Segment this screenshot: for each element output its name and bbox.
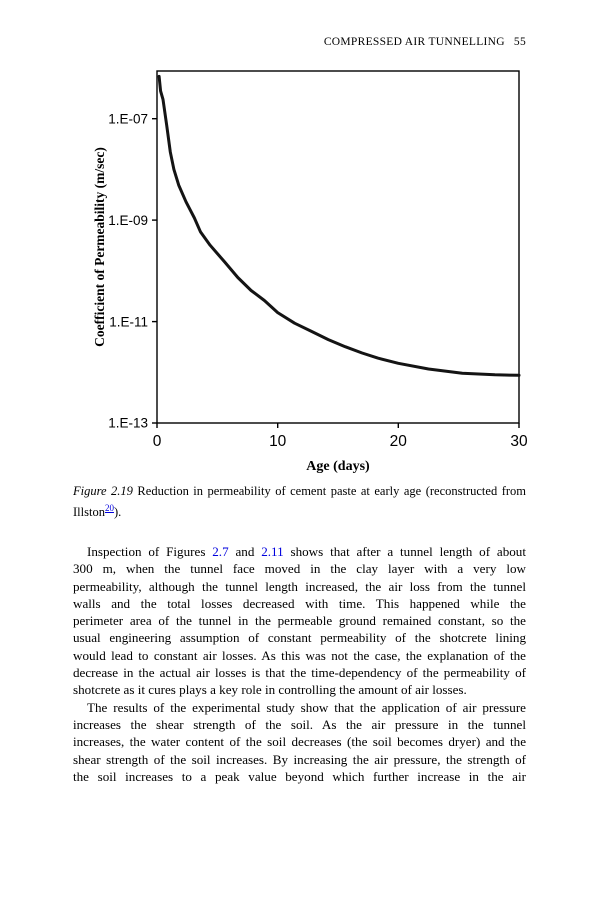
y-axis-title: Coefficient of Permeability (m/sec) <box>92 147 107 347</box>
y-tick-label: 1.E-11 <box>109 314 148 330</box>
permeability-curve <box>159 76 519 375</box>
figure-caption <box>73 483 526 520</box>
page-number: 55 <box>513 36 526 48</box>
caption-line-1 <box>73 483 526 500</box>
paragraph-1-lines <box>73 560 526 698</box>
x-tick-label: 20 <box>389 433 407 450</box>
y-tick-label: 1.E-07 <box>108 111 148 127</box>
text-line: permeability, although the tunnel length increased, the air loss from the tunnel <box>73 578 526 594</box>
paragraph-text: and <box>228 544 262 559</box>
text-line: shotcrete as it cures plays a key role in controlling the amount of air losses. <box>73 682 467 698</box>
text-line <box>73 543 526 560</box>
text-line: shear strength of the soil increases. By increasing the air pressure, the strength of <box>73 751 526 767</box>
y-tick-label: 1.E-09 <box>108 212 148 228</box>
reference-link-20[interactable]: 20 <box>104 502 114 513</box>
x-axis-title: Age (days) <box>306 459 370 474</box>
figure-label: Figure 2.19 <box>73 484 133 498</box>
caption-line-2 <box>73 500 526 521</box>
caption-text: Illston <box>73 504 105 519</box>
text-line: would lead to constant air losses. As this was not the case, the explanation of the <box>73 647 526 663</box>
figure-link-2-7[interactable]: 2.7 <box>212 544 229 559</box>
running-header <box>324 36 526 48</box>
text-line: increases the shear strength of the soil. As the air pressure in the tunnel <box>73 716 526 732</box>
paragraph-text: Inspection of Figures <box>87 544 213 559</box>
text-line: perimeter area of the tunnel in the permeable ground remained constant, so the <box>73 613 526 629</box>
text-line: 300 m, when the tunnel face moved in the clay layer with a very low <box>73 561 526 577</box>
text-line: usual engineering assumption of constant permeability of the shotcrete lining <box>73 630 526 646</box>
paragraph-2 <box>73 699 526 785</box>
text-line: the soil increases to a peak value beyond which further increase in the air <box>73 768 526 784</box>
running-header-title: COMPRESSED AIR TUNNELLING <box>323 36 505 48</box>
y-tick-label: 1.E-13 <box>108 415 148 431</box>
text-line: decrease in the actual air losses is that the time-dependency of the permeability of <box>73 665 526 681</box>
caption-text: Reduction in permeability of cement paste at early age (reconstructed from <box>132 484 526 498</box>
body-text <box>73 543 526 785</box>
paragraph-1 <box>73 543 526 699</box>
figure-chart <box>60 57 545 489</box>
x-tick-label: 30 <box>510 433 528 450</box>
text-line: walls and the total losses decreased with time. This happened while the <box>73 595 526 611</box>
text-line: The results of the experimental study show that the application of air pressure <box>87 699 526 715</box>
x-tick-label: 0 <box>152 433 162 450</box>
paragraph-text: shows that after a tunnel length of about <box>283 544 526 559</box>
x-tick-label: 10 <box>269 433 287 450</box>
caption-text: ). <box>113 504 122 519</box>
text-line: increases, the water content of the soil decreases (the soil becomes dryer) and the <box>73 734 526 750</box>
figure-link-2-11[interactable]: 2.11 <box>261 544 284 559</box>
